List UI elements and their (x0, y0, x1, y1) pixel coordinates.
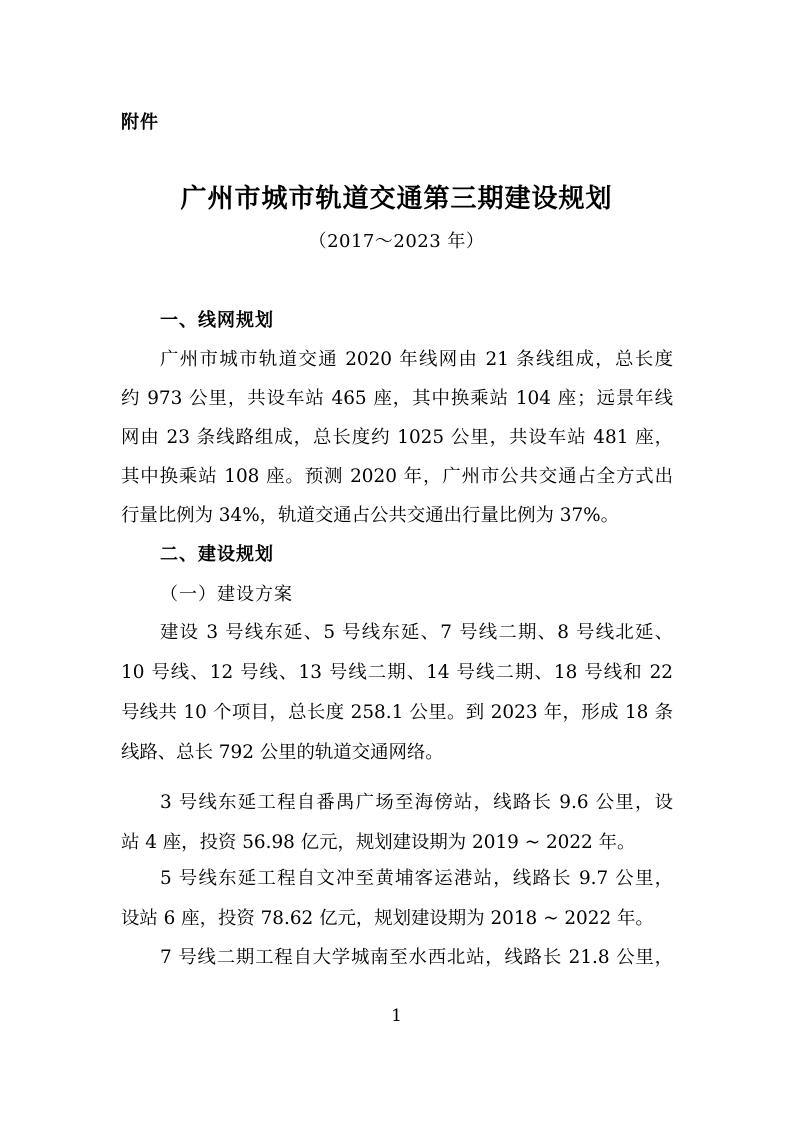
document-subtitle: （2017～2023 年） (308, 231, 485, 252)
subsection-heading: （一）建设方案 (160, 584, 293, 605)
paragraph-line: 站 4 座，投资 56.98 亿元，规划建设期为 2019 ~ 2022 年。 (121, 832, 636, 853)
document-title: 广州市城市轨道交通第三期建设规划 (180, 184, 613, 214)
paragraph-line: 10 号线、12 号线、13 号线二期、14 号线二期、18 号线和 22 (121, 662, 673, 683)
paragraph-line: 其中换乘站 108 座。预测 2020 年，广州市公共交通占全方式出 (121, 466, 673, 487)
paragraph-line: 5 号线东延工程自文冲至黄埔客运港站，线路长 9.7 公里， (160, 868, 673, 889)
paragraph-line: 3 号线东延工程自番禺广场至海傍站，线路长 9.6 公里，设 (160, 792, 673, 813)
paragraph-line: 广州市城市轨道交通 2020 年线网由 21 条线组成，总长度 (160, 349, 673, 370)
paragraph-line: 7 号线二期工程自大学城南至水西北站，线路长 21.8 公里， (160, 947, 673, 968)
paragraph-line: 线路、总长 792 公里的轨道交通网络。 (121, 742, 444, 763)
section-heading-construction-plan: 二、建设规划 (160, 544, 274, 565)
page-number: 1 (391, 1006, 402, 1026)
paragraph-line: 建设 3 号线东延、5 号线东延、7 号线二期、8 号线北延、 (160, 622, 673, 643)
paragraph-line: 网由 23 条线路组成，总长度约 1025 公里，共设车站 481 座， (121, 427, 673, 448)
section-heading-network-plan: 一、线网规划 (160, 310, 274, 331)
paragraph-line: 号线共 10 个项目，总长度 258.1 公里。到 2023 年，形成 18 条 (121, 702, 673, 723)
paragraph-line: 行量比例为 34%，轨道交通占公共交通出行量比例为 37%。 (121, 505, 620, 526)
paragraph-line: 约 973 公里，共设车站 465 座，其中换乘站 104 座；远景年线 (121, 388, 673, 409)
paragraph-line: 设站 6 座，投资 78.62 亿元，规划建设期为 2018 ~ 2022 年。 (121, 908, 654, 929)
attachment-label: 附件 (121, 112, 159, 133)
